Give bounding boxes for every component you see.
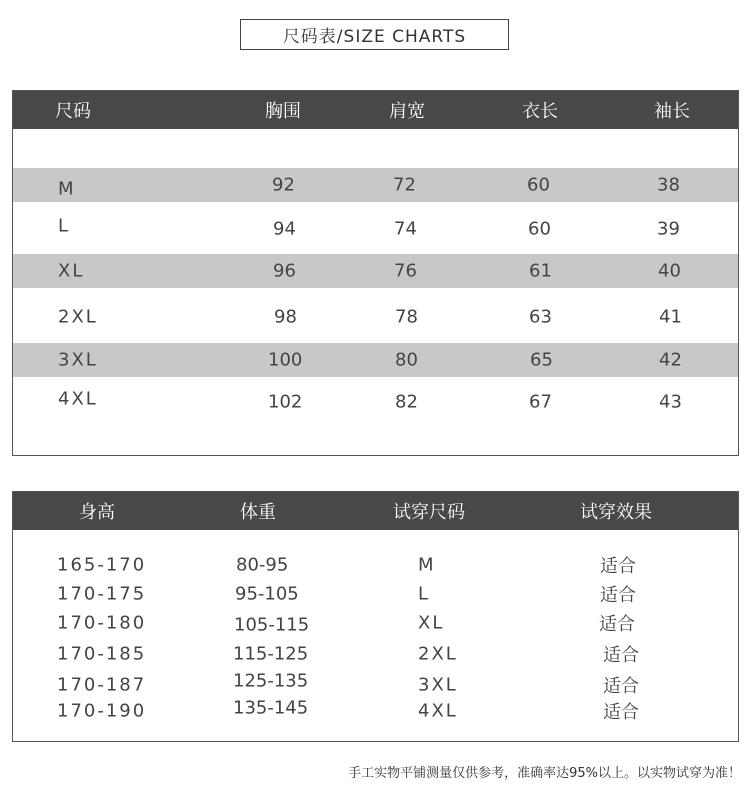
height-cell: 170-185 [57,643,147,665]
header-size: 尺码 [55,101,91,122]
weight-cell: 80-95 [236,554,289,576]
sleeve-cell: 41 [659,306,682,328]
trial-result-cell: 适合 [600,585,636,606]
table-row [13,209,738,243]
header-length: 衣长 [522,101,558,122]
weight-cell: 105-115 [234,614,310,636]
table-row [13,168,738,202]
table-row [13,300,738,334]
length-cell: 61 [529,260,552,282]
size-cell: 2XL [58,306,98,328]
length-cell: 60 [528,218,551,240]
chest-cell: 100 [268,349,303,371]
length-cell: 63 [529,306,552,328]
chest-cell: 92 [272,174,295,196]
height-cell: 170-175 [57,583,147,605]
length-cell: 60 [527,174,550,196]
size-cell: 4XL [58,388,98,410]
weight-cell: 95-105 [235,583,299,605]
table-row [13,698,738,724]
page-title: 尺码表/SIZE CHARTS [240,19,509,50]
header-chest: 胸围 [265,101,301,122]
size-cell: 3XL [58,349,98,371]
table-row [13,672,738,698]
table-row [13,254,738,288]
weight-cell: 125-135 [233,670,309,692]
shoulder-cell: 72 [393,174,416,196]
header-sleeve: 袖长 [654,101,690,122]
table-row [13,610,738,636]
shoulder-cell: 76 [394,260,417,282]
height-cell: 170-190 [57,700,147,722]
shoulder-cell: 80 [395,349,418,371]
trial-result-cell: 适合 [603,645,639,666]
header-height: 身高 [79,502,115,523]
table-row [13,552,738,578]
trial-size-cell: M [418,554,436,576]
trial-result-cell: 适合 [603,702,639,723]
chest-cell: 96 [273,260,296,282]
table-row [13,641,738,667]
size-chart-table [12,90,739,456]
trial-result-cell: 适合 [600,556,636,577]
chest-cell: 98 [274,306,297,328]
size-cell: M [58,178,76,200]
table-row [13,382,738,416]
chest-cell: 94 [273,218,296,240]
fit-table-header [13,492,738,530]
trial-size-cell: 3XL [418,674,458,696]
trial-size-cell: 2XL [418,643,458,665]
size-cell: XL [58,260,85,282]
shoulder-cell: 78 [395,306,418,328]
sleeve-cell: 39 [657,218,680,240]
height-cell: 170-180 [57,612,147,634]
trial-result-cell: 适合 [599,614,635,635]
header-shoulder: 肩宽 [389,101,425,122]
header-weight: 体重 [240,502,276,523]
length-cell: 65 [530,349,553,371]
sleeve-cell: 38 [657,174,680,196]
header-trial-result: 试穿效果 [580,502,652,523]
size-chart-header [13,91,738,129]
trial-size-cell: L [418,583,431,605]
trial-result-cell: 适合 [603,676,639,697]
trial-size-cell: XL [418,612,445,634]
shoulder-cell: 82 [395,391,418,413]
sleeve-cell: 42 [659,349,682,371]
shoulder-cell: 74 [394,218,417,240]
sleeve-cell: 40 [658,260,681,282]
fit-reference-table [12,491,739,742]
weight-cell: 115-125 [233,643,309,665]
header-trial-size: 试穿尺码 [393,502,465,523]
table-row [13,581,738,607]
measurement-note: 手工实物平铺测量仅供参考，准确率达95%以上。以实物试穿为准！ [348,766,741,781]
table-row [13,343,738,377]
trial-size-cell: 4XL [418,700,458,722]
weight-cell: 135-145 [233,697,309,719]
height-cell: 170-187 [57,674,147,696]
size-cell: L [58,215,71,237]
length-cell: 67 [529,391,552,413]
height-cell: 165-170 [57,554,147,576]
chest-cell: 102 [268,391,303,413]
sleeve-cell: 43 [659,391,682,413]
